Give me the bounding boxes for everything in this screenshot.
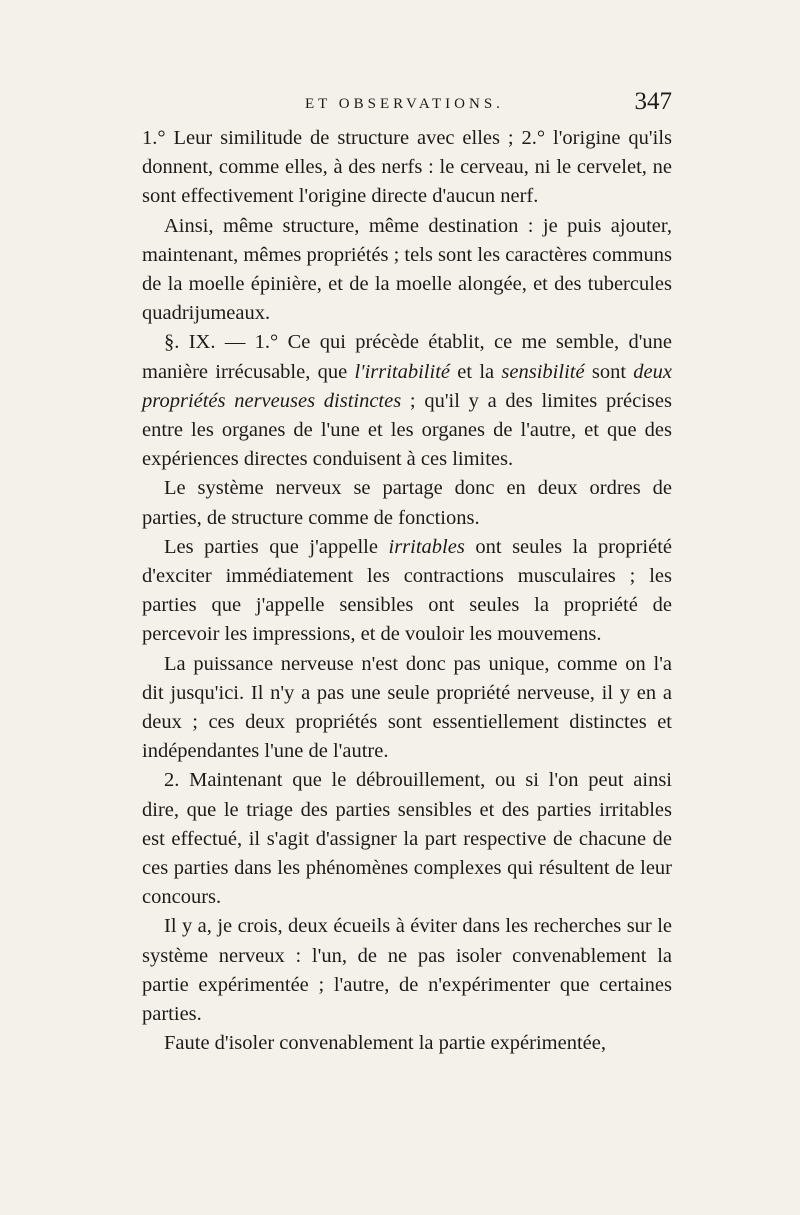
page-number: 347 — [634, 88, 672, 115]
body-text — [142, 124, 672, 1059]
text-segment: Il y a, je crois, deux écueils à éviter dans les recherches sur le système nerveux : l'un, de ne pas isoler convenablement la partie expérimentée ; l'autre, de n'expérimenter que certaines parties. — [142, 915, 672, 1026]
text-segment: 1.° Leur similitude de structure avec elles ; 2.° l'origine qu'ils donnent, comme elles, à des nerfs : le cerveau, ni le cervelet, ne sont effectivement l'origine directe d'aucun nerf. — [142, 127, 672, 208]
paragraph-3 — [142, 328, 672, 474]
paragraph-8 — [142, 912, 672, 1029]
italic-term-irritables: irritables — [388, 535, 465, 558]
text-segment: et la — [450, 360, 502, 383]
italic-phrase-deux-proprietes: deux propriétés nerveuses distinctes — [142, 360, 672, 412]
text-segment: sont — [584, 360, 634, 383]
paragraph-1 — [142, 124, 672, 212]
italic-term-sensibilite: sensibilité — [501, 360, 585, 383]
italic-term-irritabilite: l'irritabilité — [354, 360, 450, 383]
text-segment: Les parties que j'appelle — [164, 535, 389, 558]
text-segment: La puissance nerveuse n'est donc pas unique, comme on l'a dit jusqu'ici. Il n'y a pas une seule propriété nerveuse, il y en a deux ; ces deux propriétés sont essentiellement distinctes et indépendantes l'une de l'autre. — [142, 652, 672, 763]
text-segment: Faute d'isoler convenablement la partie expérimentée, — [164, 1032, 606, 1055]
text-segment: Le système nerveux se partage donc en deux ordres de parties, de structure comme de fonctions. — [142, 477, 672, 529]
text-segment: ; qu'il y a des limites précises entre les organes de l'une et les organes de l'autre, et que des expériences directes conduisent à ces limites. — [142, 389, 672, 471]
text-segment: ont seules la propriété d'exciter immédiatement les contractions musculaires ; les parties que j'appelle sensibles ont seules la propriété de percevoir les impressions, et de vouloir les mouvemens. — [142, 535, 672, 646]
paragraph-9 — [142, 1029, 672, 1058]
text-segment: 2. Maintenant que le débrouillement, ou si l'on peut ainsi dire, que le triage des parties sensibles et des parties irritables est effectué, il s'agit d'assigner la part respective de chacune de ces parties dans les phénomènes complexes qui résultent de leur concours. — [142, 769, 672, 909]
page-header — [142, 88, 672, 124]
text-segment: §. IX. — 1.° Ce qui précède établit, ce me semble, d'une manière irrécusable, que — [142, 331, 672, 383]
paragraph-5 — [142, 533, 672, 650]
running-head: ET OBSERVATIONS. — [305, 96, 504, 112]
text-segment: Ainsi, même structure, même destination : je puis ajouter, maintenant, mêmes propriétés ; tels sont les caractères communs de la moelle épinière, et de la moelle alongée, et des tubercules quadrijumeaux. — [142, 214, 672, 325]
paragraph-6 — [142, 650, 672, 767]
paragraph-7 — [142, 766, 672, 912]
paragraph-4 — [142, 474, 672, 532]
paragraph-2 — [142, 212, 672, 329]
